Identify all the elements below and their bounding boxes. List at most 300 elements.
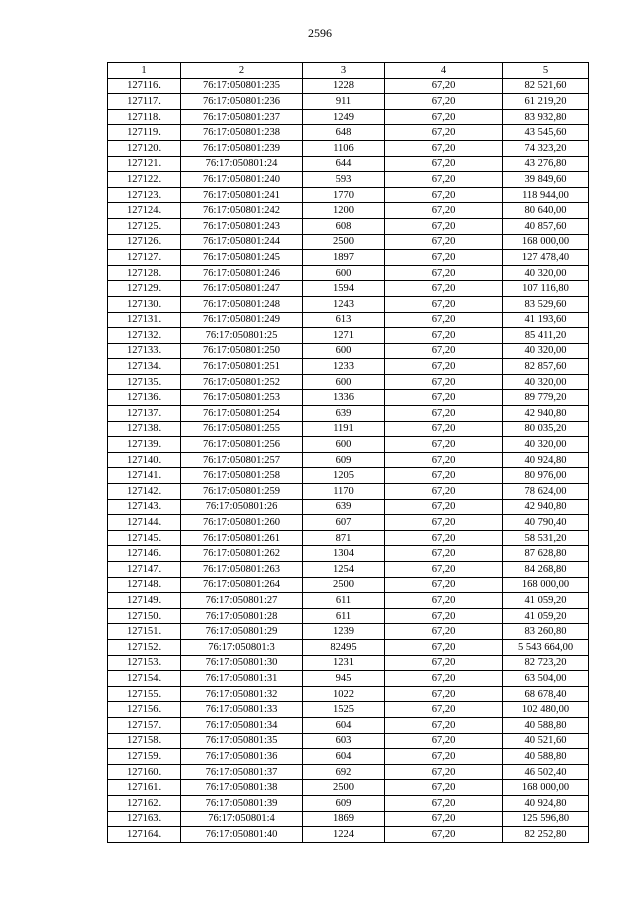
table-row (108, 437, 589, 453)
area-cell: 611 (303, 608, 385, 624)
amount-cell: 40 521,60 (503, 733, 589, 749)
row-number-cell: 127117. (108, 94, 181, 110)
column-header-4: 4 (385, 63, 503, 79)
area-cell: 82495 (303, 639, 385, 655)
amount-cell: 107 116,80 (503, 281, 589, 297)
rate-cell: 67,20 (385, 109, 503, 125)
row-number-cell: 127119. (108, 125, 181, 141)
table-row (108, 156, 589, 172)
area-cell: 1022 (303, 686, 385, 702)
table-row (108, 780, 589, 796)
rate-cell: 67,20 (385, 390, 503, 406)
row-number-cell: 127156. (108, 702, 181, 718)
area-cell: 871 (303, 530, 385, 546)
area-cell: 1224 (303, 827, 385, 843)
table-row (108, 717, 589, 733)
row-number-cell: 127132. (108, 328, 181, 344)
table-row (108, 421, 589, 437)
area-cell: 608 (303, 218, 385, 234)
cadastral-number-cell: 76:17:050801:40 (181, 827, 303, 843)
table-body (108, 78, 589, 842)
area-cell: 600 (303, 265, 385, 281)
row-number-cell: 127145. (108, 530, 181, 546)
row-number-cell: 127163. (108, 811, 181, 827)
amount-cell: 40 924,80 (503, 795, 589, 811)
cadastral-number-cell: 76:17:050801:28 (181, 608, 303, 624)
area-cell: 609 (303, 795, 385, 811)
amount-cell: 5 543 664,00 (503, 639, 589, 655)
area-cell: 1106 (303, 140, 385, 156)
cadastral-number-cell: 76:17:050801:237 (181, 109, 303, 125)
row-number-cell: 127139. (108, 437, 181, 453)
area-cell: 1869 (303, 811, 385, 827)
amount-cell: 83 529,60 (503, 296, 589, 312)
cadastral-number-cell: 76:17:050801:247 (181, 281, 303, 297)
table-row (108, 250, 589, 266)
rate-cell: 67,20 (385, 499, 503, 515)
row-number-cell: 127122. (108, 172, 181, 188)
rate-cell: 67,20 (385, 406, 503, 422)
amount-cell: 58 531,20 (503, 530, 589, 546)
row-number-cell: 127118. (108, 109, 181, 125)
cadastral-number-cell: 76:17:050801:251 (181, 359, 303, 375)
table-row (108, 515, 589, 531)
rate-cell: 67,20 (385, 172, 503, 188)
cadastral-number-cell: 76:17:050801:33 (181, 702, 303, 718)
amount-cell: 40 924,80 (503, 452, 589, 468)
column-header-3: 3 (303, 63, 385, 79)
rate-cell: 67,20 (385, 593, 503, 609)
area-cell: 1170 (303, 484, 385, 500)
cadastral-number-cell: 76:17:050801:244 (181, 234, 303, 250)
table-row (108, 281, 589, 297)
table-row (108, 733, 589, 749)
rate-cell: 67,20 (385, 733, 503, 749)
table-row (108, 296, 589, 312)
cadastral-number-cell: 76:17:050801:24 (181, 156, 303, 172)
amount-cell: 83 260,80 (503, 624, 589, 640)
rate-cell: 67,20 (385, 156, 503, 172)
area-cell: 600 (303, 374, 385, 390)
rate-cell: 67,20 (385, 125, 503, 141)
amount-cell: 40 588,80 (503, 749, 589, 765)
table-row (108, 390, 589, 406)
rate-cell: 67,20 (385, 328, 503, 344)
amount-cell: 42 940,80 (503, 499, 589, 515)
rate-cell: 67,20 (385, 515, 503, 531)
cadastral-number-cell: 76:17:050801:32 (181, 686, 303, 702)
cadastral-number-cell: 76:17:050801:260 (181, 515, 303, 531)
area-cell: 1897 (303, 250, 385, 266)
amount-cell: 168 000,00 (503, 577, 589, 593)
rate-cell: 67,20 (385, 281, 503, 297)
row-number-cell: 127123. (108, 187, 181, 203)
cadastral-number-cell: 76:17:050801:262 (181, 546, 303, 562)
row-number-cell: 127143. (108, 499, 181, 515)
area-cell: 607 (303, 515, 385, 531)
cadastral-number-cell: 76:17:050801:252 (181, 374, 303, 390)
rate-cell: 67,20 (385, 437, 503, 453)
cadastral-number-cell: 76:17:050801:264 (181, 577, 303, 593)
area-cell: 1525 (303, 702, 385, 718)
area-cell: 593 (303, 172, 385, 188)
area-cell: 1233 (303, 359, 385, 375)
column-header-2: 2 (181, 63, 303, 79)
table-row (108, 608, 589, 624)
amount-cell: 43 276,80 (503, 156, 589, 172)
table-row (108, 125, 589, 141)
cadastral-number-cell: 76:17:050801:249 (181, 312, 303, 328)
row-number-cell: 127151. (108, 624, 181, 640)
cadastral-number-cell: 76:17:050801:257 (181, 452, 303, 468)
cadastral-number-cell: 76:17:050801:3 (181, 639, 303, 655)
rate-cell: 67,20 (385, 827, 503, 843)
area-cell: 1336 (303, 390, 385, 406)
amount-cell: 125 596,80 (503, 811, 589, 827)
column-header-5: 5 (503, 63, 589, 79)
area-cell: 648 (303, 125, 385, 141)
amount-cell: 42 940,80 (503, 406, 589, 422)
rate-cell: 67,20 (385, 250, 503, 266)
table-row (108, 172, 589, 188)
area-cell: 1770 (303, 187, 385, 203)
table-row (108, 109, 589, 125)
rate-cell: 67,20 (385, 577, 503, 593)
cadastral-number-cell: 76:17:050801:240 (181, 172, 303, 188)
cadastral-number-cell: 76:17:050801:250 (181, 343, 303, 359)
table-row (108, 702, 589, 718)
rate-cell: 67,20 (385, 140, 503, 156)
table-row (108, 234, 589, 250)
row-number-cell: 127159. (108, 749, 181, 765)
cadastral-number-cell: 76:17:050801:27 (181, 593, 303, 609)
row-number-cell: 127133. (108, 343, 181, 359)
rate-cell: 67,20 (385, 624, 503, 640)
amount-cell: 40 320,00 (503, 343, 589, 359)
row-number-cell: 127121. (108, 156, 181, 172)
area-cell: 600 (303, 437, 385, 453)
row-number-cell: 127137. (108, 406, 181, 422)
cadastral-number-cell: 76:17:050801:259 (181, 484, 303, 500)
rate-cell: 67,20 (385, 562, 503, 578)
rate-cell: 67,20 (385, 764, 503, 780)
amount-cell: 63 504,00 (503, 671, 589, 687)
table-row (108, 374, 589, 390)
area-cell: 604 (303, 717, 385, 733)
cadastral-number-cell: 76:17:050801:34 (181, 717, 303, 733)
rate-cell: 67,20 (385, 187, 503, 203)
row-number-cell: 127161. (108, 780, 181, 796)
table-row (108, 406, 589, 422)
rate-cell: 67,20 (385, 795, 503, 811)
amount-cell: 40 320,00 (503, 374, 589, 390)
area-cell: 1200 (303, 203, 385, 219)
row-number-cell: 127141. (108, 468, 181, 484)
table-row (108, 795, 589, 811)
rate-cell: 67,20 (385, 811, 503, 827)
amount-cell: 80 640,00 (503, 203, 589, 219)
area-cell: 1304 (303, 546, 385, 562)
rate-cell: 67,20 (385, 78, 503, 94)
row-number-cell: 127135. (108, 374, 181, 390)
cadastral-number-cell: 76:17:050801:258 (181, 468, 303, 484)
cadastral-number-cell: 76:17:050801:4 (181, 811, 303, 827)
row-number-cell: 127131. (108, 312, 181, 328)
cadastral-number-cell: 76:17:050801:255 (181, 421, 303, 437)
cadastral-number-cell: 76:17:050801:29 (181, 624, 303, 640)
rate-cell: 67,20 (385, 639, 503, 655)
table-row (108, 764, 589, 780)
cadastral-number-cell: 76:17:050801:38 (181, 780, 303, 796)
page-number: 2596 (308, 26, 332, 40)
row-number-cell: 127147. (108, 562, 181, 578)
table-row (108, 343, 589, 359)
row-number-cell: 127154. (108, 671, 181, 687)
row-number-cell: 127162. (108, 795, 181, 811)
amount-cell: 61 219,20 (503, 94, 589, 110)
table-header-row (108, 63, 589, 79)
amount-cell: 40 790,40 (503, 515, 589, 531)
row-number-cell: 127148. (108, 577, 181, 593)
area-cell: 2500 (303, 577, 385, 593)
row-number-cell: 127140. (108, 452, 181, 468)
amount-cell: 87 628,80 (503, 546, 589, 562)
rate-cell: 67,20 (385, 359, 503, 375)
cadastral-table (107, 62, 589, 843)
table-row (108, 78, 589, 94)
rate-cell: 67,20 (385, 484, 503, 500)
amount-cell: 118 944,00 (503, 187, 589, 203)
area-cell: 1231 (303, 655, 385, 671)
area-cell: 945 (303, 671, 385, 687)
amount-cell: 168 000,00 (503, 234, 589, 250)
row-number-cell: 127128. (108, 265, 181, 281)
amount-cell: 40 320,00 (503, 265, 589, 281)
row-number-cell: 127155. (108, 686, 181, 702)
table-row (108, 203, 589, 219)
amount-cell: 85 411,20 (503, 328, 589, 344)
amount-cell: 82 723,20 (503, 655, 589, 671)
cadastral-number-cell: 76:17:050801:253 (181, 390, 303, 406)
amount-cell: 102 480,00 (503, 702, 589, 718)
amount-cell: 39 849,60 (503, 172, 589, 188)
cadastral-number-cell: 76:17:050801:246 (181, 265, 303, 281)
amount-cell: 41 193,60 (503, 312, 589, 328)
amount-cell: 127 478,40 (503, 250, 589, 266)
rate-cell: 67,20 (385, 312, 503, 328)
table-row (108, 811, 589, 827)
area-cell: 1271 (303, 328, 385, 344)
cadastral-number-cell: 76:17:050801:245 (181, 250, 303, 266)
cadastral-number-cell: 76:17:050801:30 (181, 655, 303, 671)
cadastral-number-cell: 76:17:050801:243 (181, 218, 303, 234)
cadastral-number-cell: 76:17:050801:254 (181, 406, 303, 422)
row-number-cell: 127149. (108, 593, 181, 609)
area-cell: 1228 (303, 78, 385, 94)
table-row (108, 312, 589, 328)
rate-cell: 67,20 (385, 468, 503, 484)
row-number-cell: 127124. (108, 203, 181, 219)
area-cell: 1254 (303, 562, 385, 578)
table-row (108, 593, 589, 609)
area-cell: 613 (303, 312, 385, 328)
rate-cell: 67,20 (385, 671, 503, 687)
row-number-cell: 127146. (108, 546, 181, 562)
cadastral-number-cell: 76:17:050801:35 (181, 733, 303, 749)
cadastral-number-cell: 76:17:050801:248 (181, 296, 303, 312)
table-row (108, 577, 589, 593)
row-number-cell: 127142. (108, 484, 181, 500)
row-number-cell: 127120. (108, 140, 181, 156)
area-cell: 2500 (303, 234, 385, 250)
cadastral-number-cell: 76:17:050801:26 (181, 499, 303, 515)
cadastral-number-cell: 76:17:050801:235 (181, 78, 303, 94)
table-row (108, 639, 589, 655)
amount-cell: 78 624,00 (503, 484, 589, 500)
amount-cell: 89 779,20 (503, 390, 589, 406)
table-row (108, 484, 589, 500)
table-row (108, 187, 589, 203)
cadastral-number-cell: 76:17:050801:256 (181, 437, 303, 453)
area-cell: 1205 (303, 468, 385, 484)
area-cell: 911 (303, 94, 385, 110)
rate-cell: 67,20 (385, 374, 503, 390)
table-row (108, 827, 589, 843)
rate-cell: 67,20 (385, 452, 503, 468)
rate-cell: 67,20 (385, 343, 503, 359)
table-row (108, 452, 589, 468)
area-cell: 1249 (303, 109, 385, 125)
row-number-cell: 127127. (108, 250, 181, 266)
cadastral-number-cell: 76:17:050801:238 (181, 125, 303, 141)
row-number-cell: 127116. (108, 78, 181, 94)
amount-cell: 80 035,20 (503, 421, 589, 437)
table-row (108, 530, 589, 546)
area-cell: 1191 (303, 421, 385, 437)
table-row (108, 499, 589, 515)
rate-cell: 67,20 (385, 296, 503, 312)
area-cell: 2500 (303, 780, 385, 796)
row-number-cell: 127129. (108, 281, 181, 297)
table-row (108, 749, 589, 765)
amount-cell: 40 320,00 (503, 437, 589, 453)
amount-cell: 41 059,20 (503, 608, 589, 624)
cadastral-number-cell: 76:17:050801:241 (181, 187, 303, 203)
area-cell: 1243 (303, 296, 385, 312)
table-row (108, 686, 589, 702)
area-cell: 603 (303, 733, 385, 749)
rate-cell: 67,20 (385, 717, 503, 733)
row-number-cell: 127164. (108, 827, 181, 843)
table-row (108, 624, 589, 640)
row-number-cell: 127134. (108, 359, 181, 375)
rate-cell: 67,20 (385, 608, 503, 624)
area-cell: 604 (303, 749, 385, 765)
column-header-1: 1 (108, 63, 181, 79)
row-number-cell: 127126. (108, 234, 181, 250)
amount-cell: 168 000,00 (503, 780, 589, 796)
cadastral-number-cell: 76:17:050801:242 (181, 203, 303, 219)
cadastral-number-cell: 76:17:050801:236 (181, 94, 303, 110)
row-number-cell: 127144. (108, 515, 181, 531)
row-number-cell: 127152. (108, 639, 181, 655)
cadastral-number-cell: 76:17:050801:263 (181, 562, 303, 578)
rate-cell: 67,20 (385, 655, 503, 671)
amount-cell: 40 857,60 (503, 218, 589, 234)
cadastral-number-cell: 76:17:050801:239 (181, 140, 303, 156)
rate-cell: 67,20 (385, 530, 503, 546)
table-row (108, 265, 589, 281)
amount-cell: 74 323,20 (503, 140, 589, 156)
area-cell: 600 (303, 343, 385, 359)
area-cell: 639 (303, 499, 385, 515)
row-number-cell: 127136. (108, 390, 181, 406)
row-number-cell: 127138. (108, 421, 181, 437)
rate-cell: 67,20 (385, 265, 503, 281)
rate-cell: 67,20 (385, 780, 503, 796)
row-number-cell: 127157. (108, 717, 181, 733)
amount-cell: 82 252,80 (503, 827, 589, 843)
rate-cell: 67,20 (385, 546, 503, 562)
table-row (108, 218, 589, 234)
table-row (108, 359, 589, 375)
area-cell: 644 (303, 156, 385, 172)
rate-cell: 67,20 (385, 234, 503, 250)
area-cell: 609 (303, 452, 385, 468)
table-row (108, 671, 589, 687)
area-cell: 1239 (303, 624, 385, 640)
table-row (108, 655, 589, 671)
cadastral-number-cell: 76:17:050801:39 (181, 795, 303, 811)
table-row (108, 94, 589, 110)
rate-cell: 67,20 (385, 686, 503, 702)
row-number-cell: 127130. (108, 296, 181, 312)
area-cell: 611 (303, 593, 385, 609)
amount-cell: 83 932,80 (503, 109, 589, 125)
amount-cell: 84 268,80 (503, 562, 589, 578)
rate-cell: 67,20 (385, 702, 503, 718)
cadastral-number-cell: 76:17:050801:25 (181, 328, 303, 344)
rate-cell: 67,20 (385, 421, 503, 437)
amount-cell: 82 857,60 (503, 359, 589, 375)
rate-cell: 67,20 (385, 218, 503, 234)
table-row (108, 140, 589, 156)
row-number-cell: 127153. (108, 655, 181, 671)
area-cell: 639 (303, 406, 385, 422)
row-number-cell: 127125. (108, 218, 181, 234)
amount-cell: 46 502,40 (503, 764, 589, 780)
table-row (108, 328, 589, 344)
cadastral-number-cell: 76:17:050801:31 (181, 671, 303, 687)
rate-cell: 67,20 (385, 94, 503, 110)
cadastral-number-cell: 76:17:050801:261 (181, 530, 303, 546)
amount-cell: 43 545,60 (503, 125, 589, 141)
row-number-cell: 127160. (108, 764, 181, 780)
table-row (108, 562, 589, 578)
table-row (108, 546, 589, 562)
row-number-cell: 127158. (108, 733, 181, 749)
amount-cell: 82 521,60 (503, 78, 589, 94)
amount-cell: 80 976,00 (503, 468, 589, 484)
row-number-cell: 127150. (108, 608, 181, 624)
area-cell: 692 (303, 764, 385, 780)
rate-cell: 67,20 (385, 749, 503, 765)
rate-cell: 67,20 (385, 203, 503, 219)
amount-cell: 68 678,40 (503, 686, 589, 702)
amount-cell: 40 588,80 (503, 717, 589, 733)
area-cell: 1594 (303, 281, 385, 297)
cadastral-number-cell: 76:17:050801:36 (181, 749, 303, 765)
